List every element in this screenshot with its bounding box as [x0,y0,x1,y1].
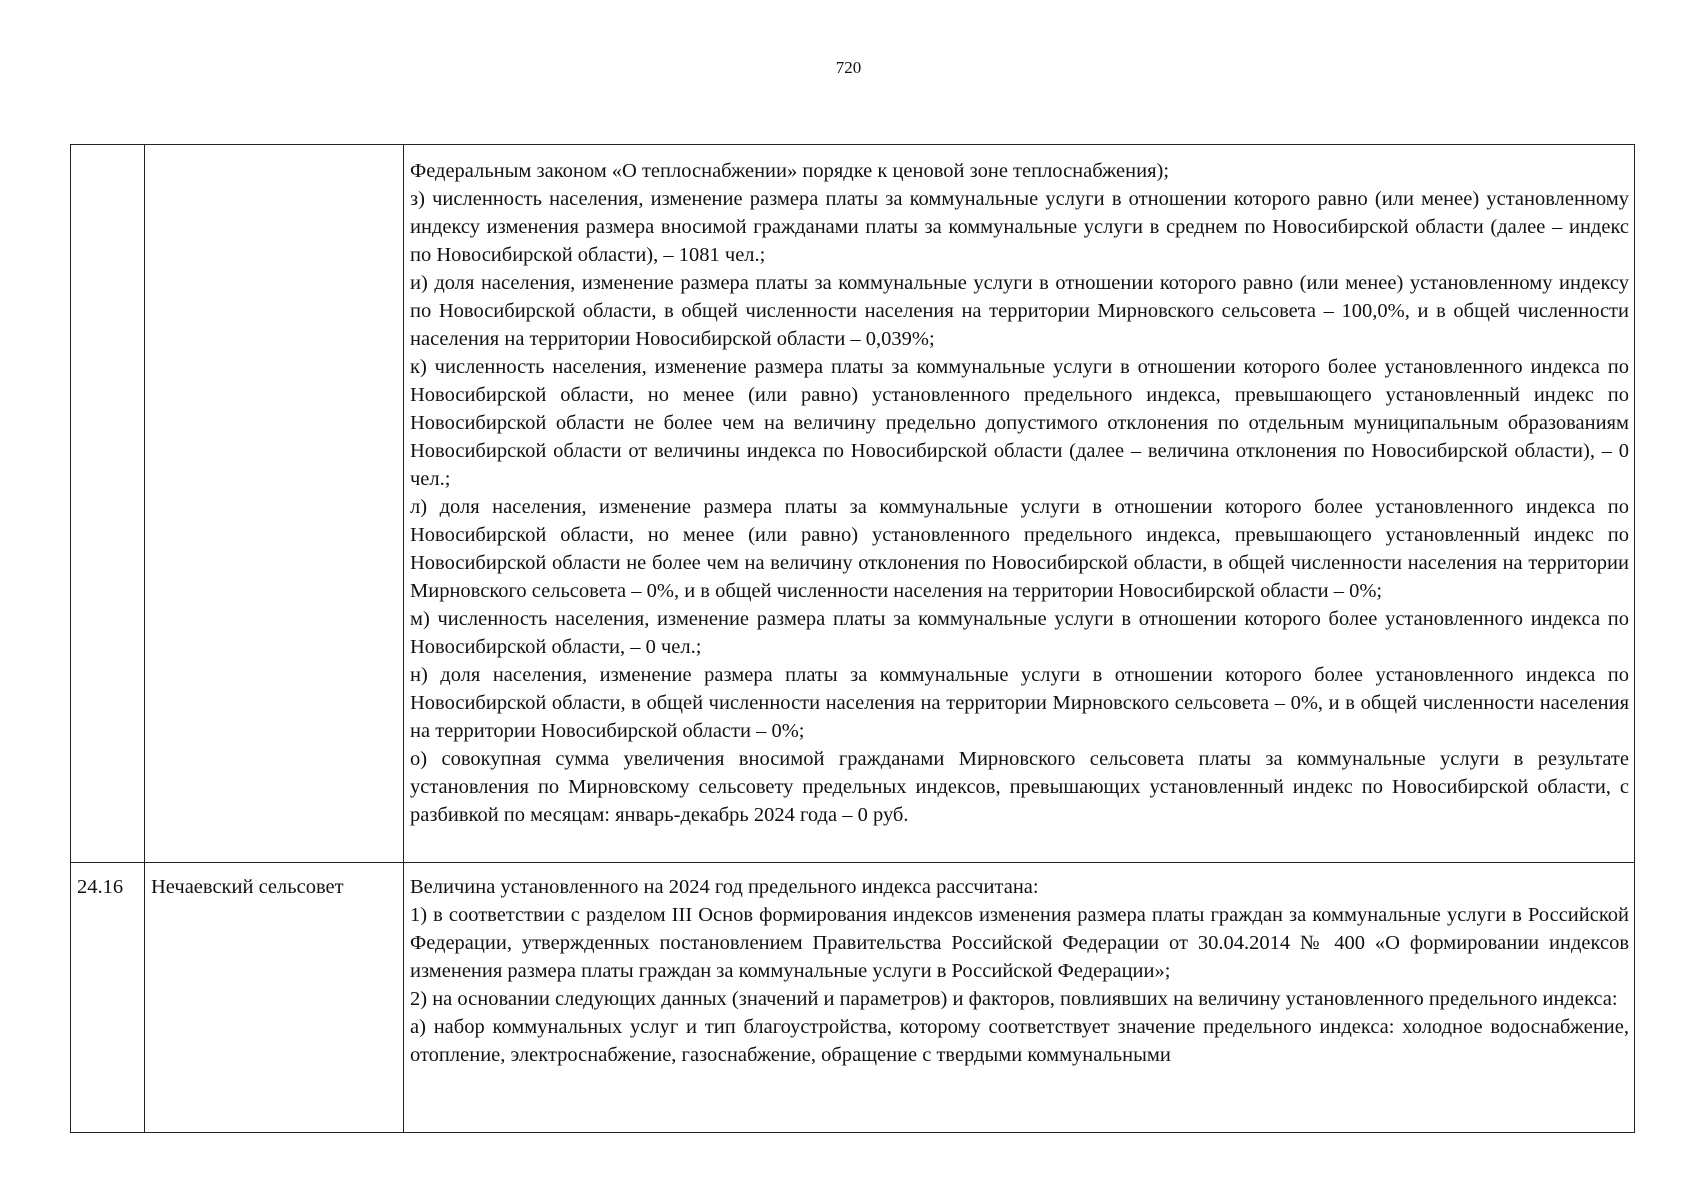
page-number: 720 [835,58,862,77]
row-number-cell [71,145,145,863]
paragraph: а) набор коммунальных услуг и тип благоустройства, которому соответствует значение предельного индекса: холодное водоснабжение, отопление, электроснабжение, газоснабжение, обращение с твердыми коммунальными [410,1016,1629,1066]
table-row [71,863,1635,1133]
paragraph: и) доля населения, изменение размера платы за коммунальные услуги в отношении которого равно (или менее) установленному индексу по Новосибирской области, в общей численности населения на территории Мирновского сельсовета – 100,0%, и в общей численности населения на территории Новосибирской области – 0,039%; [410,272,1629,350]
paragraph: о) совокупная сумма увеличения вносимой гражданами Мирновского сельсовета платы за коммунальные услуги в результате установления по Мирновскому сельсовету предельных индексов, превышающих установленный индекс по Новосибирской области, с разбивкой по месяцам: январь-декабрь 2024 года – 0 руб. [410,748,1629,826]
paragraph: 1) в соответствии с разделом III Основ формирования индексов изменения размера платы граждан за коммунальные услуги в Российской Федерации, утвержденных постановлением Правительства Российской Федерации от 30.04.2014 № 400 «О формировании индексов изменения размера платы граждан за коммунальные услуги в Российской Федерации»; [410,904,1629,982]
municipality-name-cell: Нечаевский сельсовет [145,863,404,1133]
paragraph: Федеральным законом «О теплоснабжении» порядке к ценовой зоне теплоснабжения); [410,160,1170,182]
table-row [71,145,1635,863]
paragraph: Величина установленного на 2024 год предельного индекса рассчитана: [410,876,1039,898]
paragraph: м) численность населения, изменение размера платы за коммунальные услуги в отношении которого более установленного индекса по Новосибирской области, – 0 чел.; [410,608,1629,658]
paragraph: л) доля населения, изменение размера платы за коммунальные услуги в отношении которого более установленного индекса по Новосибирской области, но менее (или равно) установленного предельного индекса, превышающего установленный индекс по Новосибирской области не более чем на величину отклонения по Новосибирской области, в общей численности населения на территории Мирновского сельсовета – 0%, и в общей численности населения на территории Новосибирской области – 0%; [410,496,1629,602]
municipality-name-cell [145,145,404,863]
paragraph: з) численность населения, изменение размера платы за коммунальные услуги в отношении которого равно (или менее) установленному индексу изменения размера вносимой гражданами платы за коммунальные услуги в среднем по Новосибирской области (далее – индекс по Новосибирской области), – 1081 чел.; [410,188,1629,266]
description-cell [404,863,1635,1133]
row-number-cell: 24.16 [71,863,145,1133]
paragraph: н) доля населения, изменение размера платы за коммунальные услуги в отношении которого более установленного индекса по Новосибирской области, в общей численности населения на территории Мирновского сельсовета – 0%, и в общей численности населения на территории Новосибирской области – 0%; [410,664,1629,742]
index-table [70,144,1635,1133]
description-cell [404,145,1635,863]
paragraph: 2) на основании следующих данных (значений и параметров) и факторов, повлиявших на величину установленного предельного индекса: [410,988,1618,1010]
paragraph: к) численность населения, изменение размера платы за коммунальные услуги в отношении которого более установленного индекса по Новосибирской области, но менее (или равно) установленного предельного индекса, превышающего установленный индекс по Новосибирской области не более чем на величину предельно допустимого отклонения по отдельным муниципальным образованиям Новосибирской области от величины индекса по Новосибирской области (далее – величина отклонения по Новосибирской области), – 0 чел.; [410,356,1629,490]
